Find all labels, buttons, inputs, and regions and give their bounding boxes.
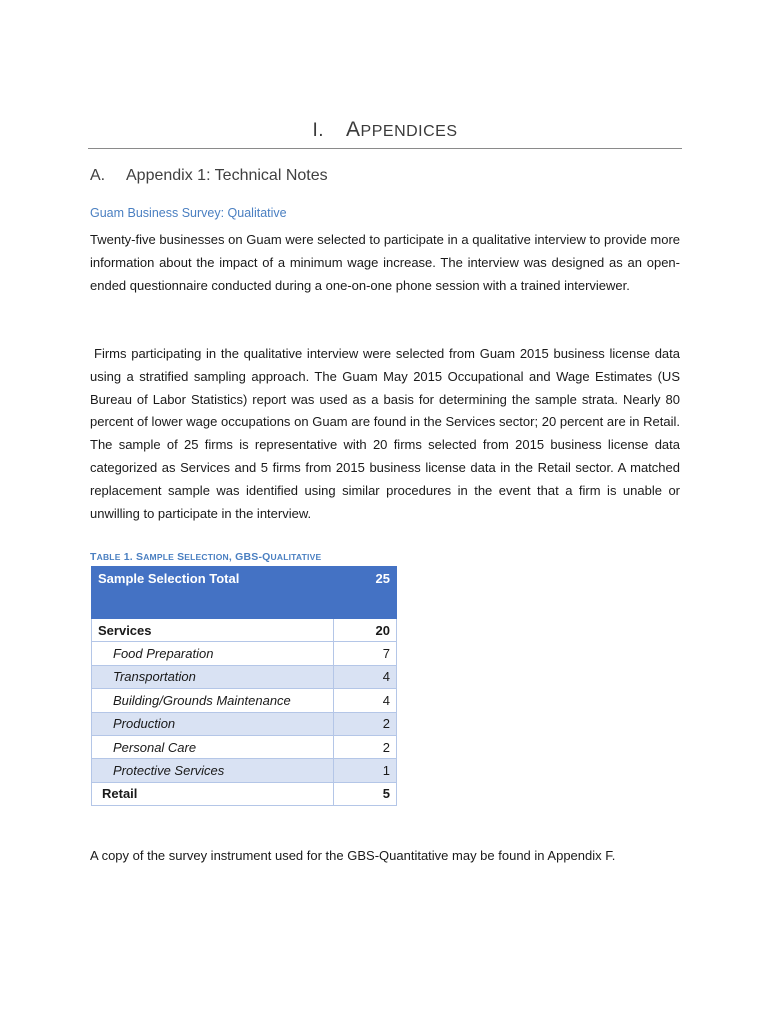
table-row [92,689,397,712]
section-numeral: I. [312,120,325,141]
row-value: 2 [334,712,397,735]
row-value: 7 [334,642,397,665]
section-heading [88,118,682,142]
section-title-initial: A [346,118,361,141]
table-row [92,759,397,782]
row-label: Personal Care [92,735,334,758]
section-title-rest: PPENDICES [360,123,458,140]
subsection-title: Appendix 1: Technical Notes [126,167,328,184]
row-label: Retail [92,782,334,805]
table-row [92,642,397,665]
table-row-retail [92,782,397,805]
header-value: 25 [334,567,397,619]
table-row [92,665,397,688]
row-label: Protective Services [92,759,334,782]
subsection-letter: A. [90,167,106,184]
table-row-services [92,619,397,642]
table-caption: TABLE 1. SAMPLE SELECTION, GBS-QUALITATIVE [90,551,322,563]
subsection-heading [90,167,328,185]
row-value: 20 [334,619,397,642]
table-row [92,712,397,735]
row-value: 4 [334,689,397,712]
header-label: Sample Selection Total [92,567,334,619]
paragraph-intro: Twenty-five businesses on Guam were selected to participate in a qualitative interview to provide more information about the impact of a minimum wage increase. The interview was designed as an open-ended questionnaire conducted during a one-on-one phone session with a trained interviewer. [90,232,680,293]
row-value: 4 [334,665,397,688]
row-value: 1 [334,759,397,782]
row-label: Building/Grounds Maintenance [92,689,334,712]
row-label: Production [92,712,334,735]
row-value: 2 [334,735,397,758]
row-label: Food Preparation [92,642,334,665]
table-row [92,735,397,758]
sample-selection-table [91,566,397,806]
table-header-row [92,567,397,619]
row-value: 5 [334,782,397,805]
closing-note: A copy of the survey instrument used for the GBS-Quantitative may be found in Appendix F. [90,848,616,863]
paragraph-sampling: Firms participating in the qualitative interview were selected from Guam 2015 business license data using a stratified sampling approach. The Guam May 2015 Occupational and Wage Estimates (US Bureau of Labor Statistics) report was used as a basis for determining the sample strata. Nearly 80 percent of lower wage occupations on Guam are found in the Services sector; 20 percent are in Retail. The sample of 25 firms is representative with 20 firms selected from 2015 business license data categorized as Services and 5 firms from 2015 business license data in the Retail sector. A matched replacement sample was identified using similar procedures in the event that a firm is unable or unwilling to participate in the interview. [90,346,680,521]
heading-rule [88,148,682,149]
row-label: Services [92,619,334,642]
row-label: Transportation [92,665,334,688]
subheading: Guam Business Survey: Qualitative [90,206,287,220]
